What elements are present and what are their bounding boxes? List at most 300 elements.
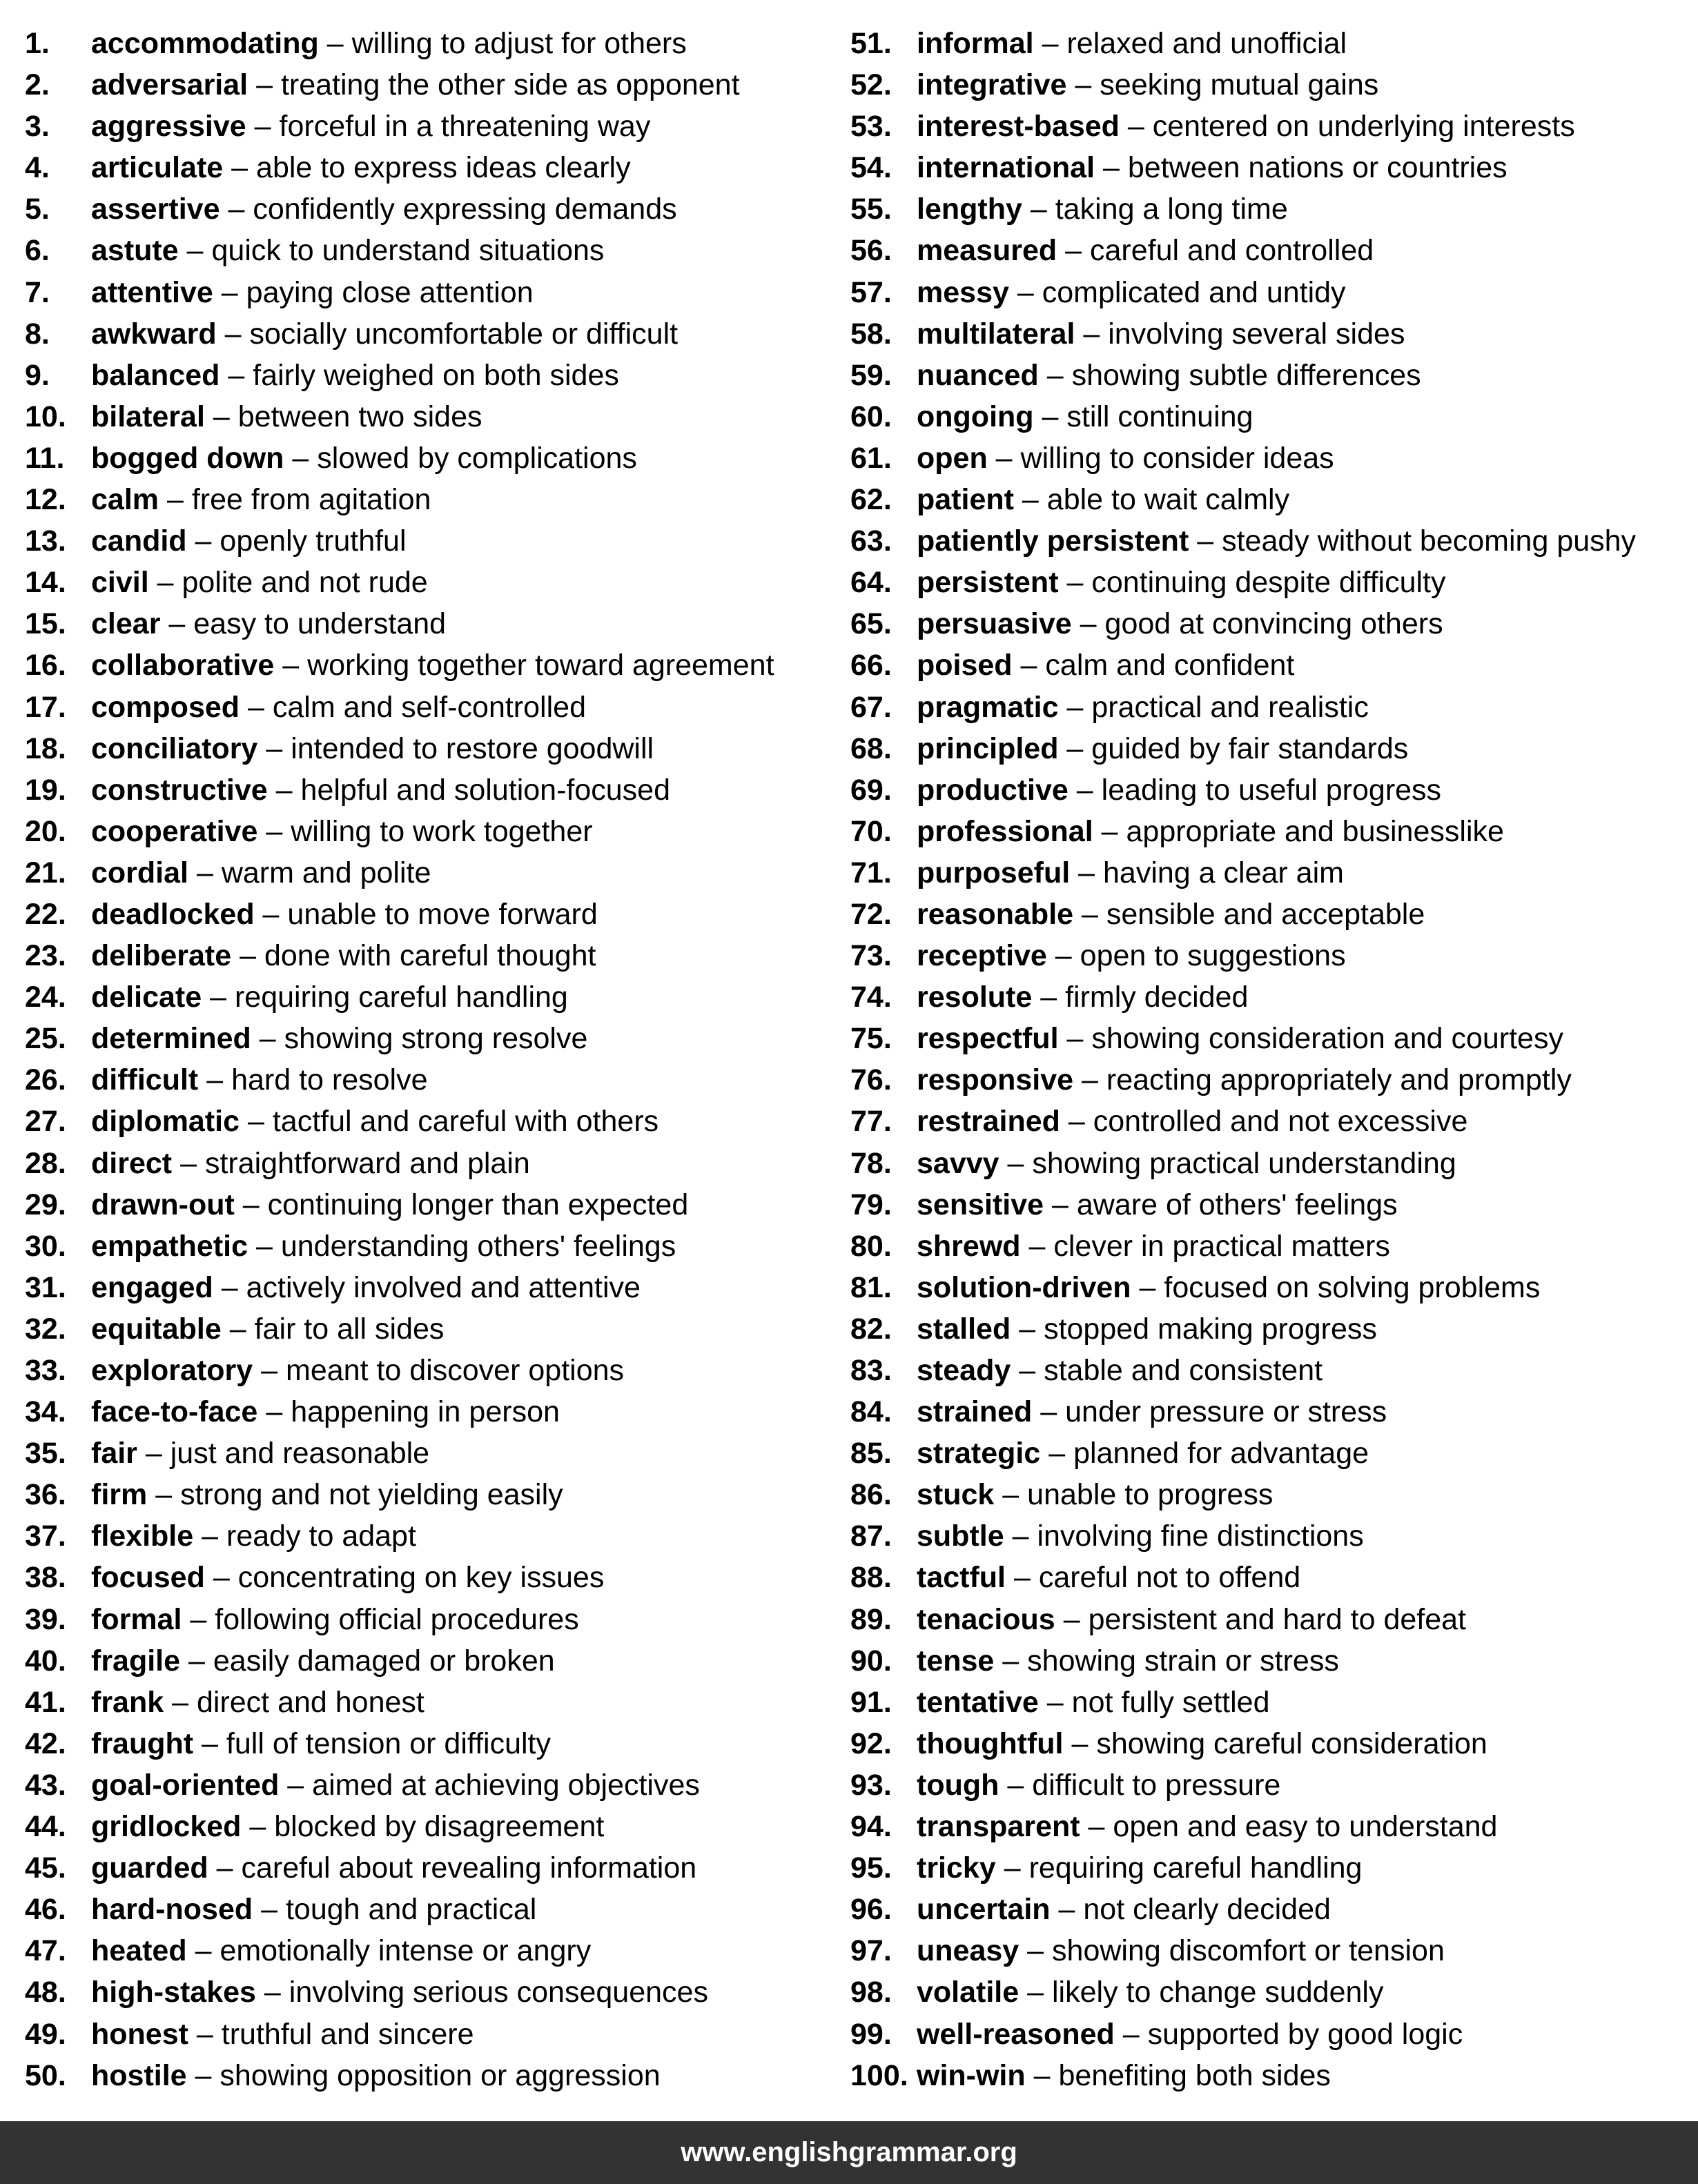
definition: showing discomfort or tension xyxy=(1052,1934,1445,1968)
vocabulary-word: focused xyxy=(91,1561,205,1595)
definition: sensible and acceptable xyxy=(1106,897,1425,931)
dash-separator: – xyxy=(213,400,230,433)
vocabulary-word: delicate xyxy=(91,981,202,1014)
list-item xyxy=(25,23,826,64)
dash-separator: – xyxy=(1076,773,1093,807)
dash-separator: – xyxy=(266,731,283,765)
definition: involving serious consequences xyxy=(289,1976,708,2009)
definition: between two sides xyxy=(237,400,482,433)
item-number: 62. xyxy=(850,483,892,517)
list-item xyxy=(850,811,1679,852)
list-item xyxy=(850,396,1679,437)
item-number: 11. xyxy=(25,441,65,475)
dash-separator: – xyxy=(240,939,257,973)
dash-separator: – xyxy=(221,1270,238,1304)
definition: tactful and careful with others xyxy=(272,1105,659,1139)
definition: intended to restore goodwill xyxy=(291,731,654,765)
list-item xyxy=(25,1474,826,1515)
dash-separator: – xyxy=(1058,1893,1075,1927)
list-item xyxy=(25,188,826,230)
list-item xyxy=(850,1267,1679,1308)
dash-separator: – xyxy=(1055,939,1072,973)
dash-separator: – xyxy=(1082,897,1098,931)
vocabulary-word: cooperative xyxy=(91,814,258,848)
item-number: 42. xyxy=(25,1726,66,1760)
definition: showing strong resolve xyxy=(284,1022,588,1056)
definition: easily damaged or broken xyxy=(213,1644,555,1678)
list-item xyxy=(25,603,826,645)
list-item xyxy=(25,1184,826,1226)
list-item xyxy=(850,479,1679,520)
vocabulary-word: resolute xyxy=(917,981,1033,1014)
list-item xyxy=(25,811,826,852)
item-number: 53. xyxy=(850,110,892,144)
definition: willing to adjust for others xyxy=(351,27,687,60)
item-number: 34. xyxy=(25,1395,66,1429)
definition: emotionally intense or angry xyxy=(219,1934,592,1968)
list-item xyxy=(25,106,826,147)
item-number: 6. xyxy=(25,234,50,268)
list-item xyxy=(25,1640,826,1682)
list-item xyxy=(850,1930,1679,1971)
vocabulary-word: persuasive xyxy=(917,607,1072,641)
item-number: 15. xyxy=(25,607,66,641)
list-item xyxy=(850,935,1679,976)
vocabulary-word: tenacious xyxy=(917,1602,1055,1636)
item-number: 39. xyxy=(25,1602,66,1636)
list-item xyxy=(850,1350,1679,1391)
dash-separator: – xyxy=(1030,193,1047,226)
dash-separator: – xyxy=(1007,1146,1024,1180)
definition: openly truthful xyxy=(219,524,407,558)
list-item xyxy=(25,1391,826,1433)
vocabulary-word: purposeful xyxy=(917,856,1071,889)
dash-separator: – xyxy=(1068,1105,1085,1139)
definition: fairly weighed on both sides xyxy=(253,358,619,392)
dash-separator: – xyxy=(202,1726,218,1760)
item-number: 73. xyxy=(850,939,892,973)
definition: guided by fair standards xyxy=(1091,731,1409,765)
item-number: 45. xyxy=(25,1851,66,1885)
list-item xyxy=(850,769,1679,811)
vocabulary-word: aggressive xyxy=(91,110,246,144)
vocabulary-word: cordial xyxy=(91,856,188,889)
dash-separator: – xyxy=(261,1893,278,1927)
definition: done with careful thought xyxy=(264,939,596,973)
definition: concentrating on key issues xyxy=(237,1561,605,1595)
list-item xyxy=(850,1599,1679,1640)
dash-separator: – xyxy=(190,1602,207,1636)
item-number: 54. xyxy=(850,151,892,185)
list-item xyxy=(850,562,1679,603)
dash-separator: – xyxy=(261,1354,278,1387)
item-number: 64. xyxy=(850,566,892,600)
vocabulary-list xyxy=(0,23,1698,2093)
list-item xyxy=(850,1059,1679,1101)
vocabulary-word: fraught xyxy=(91,1726,194,1760)
definition: calm and self-controlled xyxy=(272,690,586,724)
definition: having a clear aim xyxy=(1103,856,1344,889)
item-number: 24. xyxy=(25,981,66,1014)
dash-separator: – xyxy=(1066,731,1084,765)
item-number: 1. xyxy=(25,27,50,60)
dash-separator: – xyxy=(1127,110,1144,144)
item-number: 18. xyxy=(25,731,66,765)
definition: persistent and hard to defeat xyxy=(1088,1602,1466,1636)
list-item xyxy=(850,1889,1679,1930)
list-item xyxy=(25,1971,826,2013)
list-item xyxy=(850,1018,1679,1059)
dash-separator: – xyxy=(264,1976,281,2009)
item-number: 90. xyxy=(850,1644,892,1678)
vocabulary-word: conciliatory xyxy=(91,731,258,765)
vocabulary-word: steady xyxy=(917,1354,1011,1387)
vocabulary-word: nuanced xyxy=(917,358,1039,392)
list-item xyxy=(850,1308,1679,1350)
dash-separator: – xyxy=(1033,2058,1051,2092)
list-item xyxy=(850,894,1679,935)
item-number: 80. xyxy=(850,1229,892,1263)
dash-separator: – xyxy=(1040,981,1057,1014)
definition: showing consideration and courtesy xyxy=(1091,1022,1563,1056)
item-number: 36. xyxy=(25,1478,66,1512)
list-item xyxy=(850,728,1679,769)
definition: meant to discover options xyxy=(286,1354,625,1387)
vocabulary-word: bilateral xyxy=(91,400,205,433)
vocabulary-word: collaborative xyxy=(91,649,275,682)
definition: centered on underlying interests xyxy=(1152,110,1575,144)
vocabulary-word: composed xyxy=(91,690,240,724)
item-number: 71. xyxy=(850,856,892,889)
vocabulary-word: multilateral xyxy=(917,317,1075,351)
dash-separator: – xyxy=(1046,358,1064,392)
item-number: 98. xyxy=(850,1976,892,2009)
vocabulary-word: assertive xyxy=(91,193,220,226)
definition: open to suggestions xyxy=(1080,939,1346,973)
dash-separator: – xyxy=(157,566,174,600)
item-number: 81. xyxy=(850,1270,892,1304)
dash-separator: – xyxy=(213,1561,230,1595)
item-number: 31. xyxy=(25,1270,66,1304)
item-number: 60. xyxy=(850,400,892,433)
list-item xyxy=(850,1184,1679,1226)
vocabulary-word: constructive xyxy=(91,773,268,807)
vocabulary-word: calm xyxy=(91,483,159,517)
item-number: 23. xyxy=(25,939,66,973)
list-item xyxy=(850,23,1679,64)
vocabulary-word: guarded xyxy=(91,1851,208,1885)
definition: easy to understand xyxy=(193,607,447,641)
definition: continuing longer than expected xyxy=(267,1188,689,1221)
item-number: 47. xyxy=(25,1934,66,1968)
vocabulary-word: informal xyxy=(917,27,1034,60)
dash-separator: – xyxy=(1002,1478,1019,1512)
item-number: 75. xyxy=(850,1022,892,1056)
definition: under pressure or stress xyxy=(1065,1395,1387,1429)
list-item xyxy=(25,687,826,728)
definition: fair to all sides xyxy=(254,1312,445,1346)
definition: willing to work together xyxy=(291,814,593,848)
vocabulary-word: strained xyxy=(917,1395,1033,1429)
definition: showing practical understanding xyxy=(1032,1146,1456,1180)
list-item xyxy=(850,1474,1679,1515)
vocabulary-word: principled xyxy=(917,731,1059,765)
definition: stable and consistent xyxy=(1044,1354,1323,1387)
dash-separator: – xyxy=(242,1188,260,1221)
item-number: 8. xyxy=(25,317,50,351)
list-item xyxy=(850,1515,1679,1557)
definition: firmly decided xyxy=(1065,981,1249,1014)
dash-separator: – xyxy=(259,1022,276,1056)
list-item xyxy=(25,894,826,935)
list-item xyxy=(850,645,1679,686)
definition: quick to understand situations xyxy=(211,234,605,268)
definition: aimed at achieving objectives xyxy=(312,1768,700,1802)
vocabulary-word: sensitive xyxy=(917,1188,1044,1221)
definition: open and easy to understand xyxy=(1113,1810,1498,1844)
vocabulary-word: adversarial xyxy=(91,68,248,102)
dash-separator: – xyxy=(145,1437,162,1470)
definition: involving several sides xyxy=(1108,317,1405,351)
definition: unable to move forward xyxy=(287,897,598,931)
item-number: 21. xyxy=(25,856,66,889)
website-url[interactable]: www.englishgrammar.org xyxy=(681,2137,1017,2167)
vocabulary-word: poised xyxy=(917,649,1013,682)
definition: polite and not rude xyxy=(182,566,428,600)
list-item xyxy=(25,355,826,396)
dash-separator: – xyxy=(256,68,273,102)
dash-separator: – xyxy=(1052,1188,1068,1221)
vocabulary-word: clear xyxy=(91,607,161,641)
item-number: 35. xyxy=(25,1437,66,1470)
dash-separator: – xyxy=(1007,1768,1024,1802)
definition: careful and controlled xyxy=(1090,234,1374,268)
definition: benefiting both sides xyxy=(1058,2058,1331,2092)
list-item xyxy=(850,313,1679,355)
item-number: 29. xyxy=(25,1188,66,1221)
definition: forceful in a threatening way xyxy=(279,110,651,144)
list-item xyxy=(25,728,826,769)
list-item xyxy=(25,852,826,894)
vocabulary-word: determined xyxy=(91,1022,251,1056)
definition: planned for advantage xyxy=(1073,1437,1369,1470)
vocabulary-word: tense xyxy=(917,1644,995,1678)
vocabulary-word: deliberate xyxy=(91,939,232,973)
item-number: 96. xyxy=(850,1893,892,1927)
dash-separator: – xyxy=(229,1312,246,1346)
vocabulary-word: firm xyxy=(91,1478,148,1512)
dash-separator: – xyxy=(1022,483,1039,517)
list-item xyxy=(25,1682,826,1723)
vocabulary-word: productive xyxy=(917,773,1068,807)
item-number: 99. xyxy=(850,2017,892,2051)
dash-separator: – xyxy=(326,27,344,60)
list-item xyxy=(850,1971,1679,2013)
dash-separator: – xyxy=(1066,566,1084,600)
list-item xyxy=(850,1557,1679,1598)
dash-separator: – xyxy=(221,275,238,309)
dash-separator: – xyxy=(1080,607,1097,641)
list-item xyxy=(25,2014,826,2055)
vocabulary-word: well-reasoned xyxy=(917,2017,1115,2051)
vocabulary-word: empathetic xyxy=(91,1229,248,1263)
definition: treating the other side as opponent xyxy=(280,68,740,102)
list-item xyxy=(25,230,826,271)
item-number: 79. xyxy=(850,1188,892,1221)
list-item xyxy=(25,1267,826,1308)
item-number: 68. xyxy=(850,731,892,765)
definition: ready to adapt xyxy=(226,1519,416,1553)
definition: straightforward and plain xyxy=(204,1146,530,1180)
vocabulary-word: attentive xyxy=(91,275,213,309)
vocabulary-word: astute xyxy=(91,234,179,268)
definition: paying close attention xyxy=(246,275,534,309)
list-item xyxy=(850,147,1679,188)
vocabulary-word: deadlocked xyxy=(91,897,255,931)
dash-separator: – xyxy=(155,1478,173,1512)
vocabulary-word: international xyxy=(917,151,1095,185)
definition: appropriate and businesslike xyxy=(1126,814,1504,848)
vocabulary-word: balanced xyxy=(91,358,220,392)
vocabulary-word: accommodating xyxy=(91,27,319,60)
definition: continuing despite difficulty xyxy=(1091,566,1446,600)
dash-separator: – xyxy=(172,1685,189,1719)
vocabulary-word: receptive xyxy=(917,939,1047,973)
definition: helpful and solution-focused xyxy=(300,773,671,807)
definition: following official procedures xyxy=(215,1602,579,1636)
list-item xyxy=(25,769,826,811)
vocabulary-word: respectful xyxy=(917,1022,1059,1056)
dash-separator: – xyxy=(255,1229,273,1263)
item-number: 86. xyxy=(850,1478,892,1512)
list-item xyxy=(25,1350,826,1391)
dash-separator: – xyxy=(1197,524,1214,558)
definition: showing subtle differences xyxy=(1071,358,1421,392)
item-number: 58. xyxy=(850,317,892,351)
item-number: 91. xyxy=(850,1685,892,1719)
dash-separator: – xyxy=(1019,1312,1036,1346)
item-number: 65. xyxy=(850,607,892,641)
list-item xyxy=(25,1557,826,1598)
list-item xyxy=(25,1764,826,1806)
definition: showing strain or stress xyxy=(1027,1644,1339,1678)
dash-separator: – xyxy=(262,897,280,931)
definition: relaxed and unofficial xyxy=(1066,27,1347,60)
vocabulary-word: volatile xyxy=(917,1976,1019,2009)
vocabulary-word: flexible xyxy=(91,1519,194,1553)
vocabulary-word: persistent xyxy=(917,566,1059,600)
definition: strong and not yielding easily xyxy=(180,1478,563,1512)
definition: good at convincing others xyxy=(1104,607,1443,641)
definition: stopped making progress xyxy=(1044,1312,1377,1346)
item-number: 44. xyxy=(25,1810,66,1844)
list-item xyxy=(850,1723,1679,1764)
definition: understanding others' feelings xyxy=(280,1229,676,1263)
vocabulary-word: tentative xyxy=(917,1685,1039,1719)
dash-separator: – xyxy=(1013,1561,1031,1595)
dash-separator: – xyxy=(231,151,248,185)
item-number: 22. xyxy=(25,897,66,931)
definition: practical and realistic xyxy=(1091,690,1369,724)
vocabulary-word: bogged down xyxy=(91,441,284,475)
dash-separator: – xyxy=(292,441,309,475)
vocabulary-word: hostile xyxy=(91,2058,187,2092)
vocabulary-word: direct xyxy=(91,1146,173,1180)
definition: likely to change suddenly xyxy=(1052,1976,1384,2009)
list-item xyxy=(850,64,1679,106)
vocabulary-word: civil xyxy=(91,566,149,600)
list-item xyxy=(25,1018,826,1059)
definition: involving fine distinctions xyxy=(1037,1519,1364,1553)
item-number: 95. xyxy=(850,1851,892,1885)
vocabulary-word: equitable xyxy=(91,1312,222,1346)
item-number: 51. xyxy=(850,27,892,60)
vocabulary-word: drawn-out xyxy=(91,1188,235,1221)
definition: truthful and sincere xyxy=(221,2017,474,2051)
list-item xyxy=(25,272,826,313)
dash-separator: – xyxy=(228,358,245,392)
dash-separator: – xyxy=(1040,1395,1057,1429)
item-number: 40. xyxy=(25,1644,66,1678)
item-number: 70. xyxy=(850,814,892,848)
item-number: 100. xyxy=(850,2058,908,2092)
item-number: 14. xyxy=(25,566,66,600)
dash-separator: – xyxy=(254,110,271,144)
definition: free from agitation xyxy=(191,483,431,517)
dash-separator: – xyxy=(1139,1270,1156,1304)
dash-separator: – xyxy=(1071,1726,1089,1760)
vocabulary-word: tricky xyxy=(917,1851,996,1885)
right-column xyxy=(850,23,1679,2096)
vocabulary-word: pragmatic xyxy=(917,690,1059,724)
item-number: 85. xyxy=(850,1437,892,1470)
definition: blocked by disagreement xyxy=(274,1810,605,1844)
dash-separator: – xyxy=(249,1810,266,1844)
dash-separator: – xyxy=(1065,234,1082,268)
item-number: 67. xyxy=(850,690,892,724)
list-item xyxy=(25,1847,826,1889)
vocabulary-word: tough xyxy=(917,1768,999,1802)
vocabulary-word: professional xyxy=(917,814,1093,848)
item-number: 72. xyxy=(850,897,892,931)
item-number: 69. xyxy=(850,773,892,807)
item-number: 12. xyxy=(25,483,66,517)
dash-separator: – xyxy=(180,1146,197,1180)
vocabulary-word: ongoing xyxy=(917,400,1034,433)
list-item xyxy=(850,1433,1679,1474)
item-number: 77. xyxy=(850,1105,892,1139)
definition: willing to consider ideas xyxy=(1020,441,1334,475)
item-number: 74. xyxy=(850,981,892,1014)
list-item xyxy=(850,1682,1679,1723)
list-item xyxy=(850,106,1679,147)
vocabulary-word: formal xyxy=(91,1602,182,1636)
vocabulary-word: honest xyxy=(91,2017,188,2051)
definition: clever in practical matters xyxy=(1053,1229,1390,1263)
dash-separator: – xyxy=(1075,68,1092,102)
item-number: 59. xyxy=(850,358,892,392)
item-number: 56. xyxy=(850,234,892,268)
definition: confidently expressing demands xyxy=(253,193,677,226)
dash-separator: – xyxy=(266,814,283,848)
item-number: 55. xyxy=(850,193,892,226)
item-number: 66. xyxy=(850,649,892,682)
dash-separator: – xyxy=(202,1519,219,1553)
list-item xyxy=(850,1847,1679,1889)
definition: requiring careful handling xyxy=(1028,1851,1363,1885)
item-number: 41. xyxy=(25,1685,66,1719)
definition: direct and honest xyxy=(196,1685,424,1719)
